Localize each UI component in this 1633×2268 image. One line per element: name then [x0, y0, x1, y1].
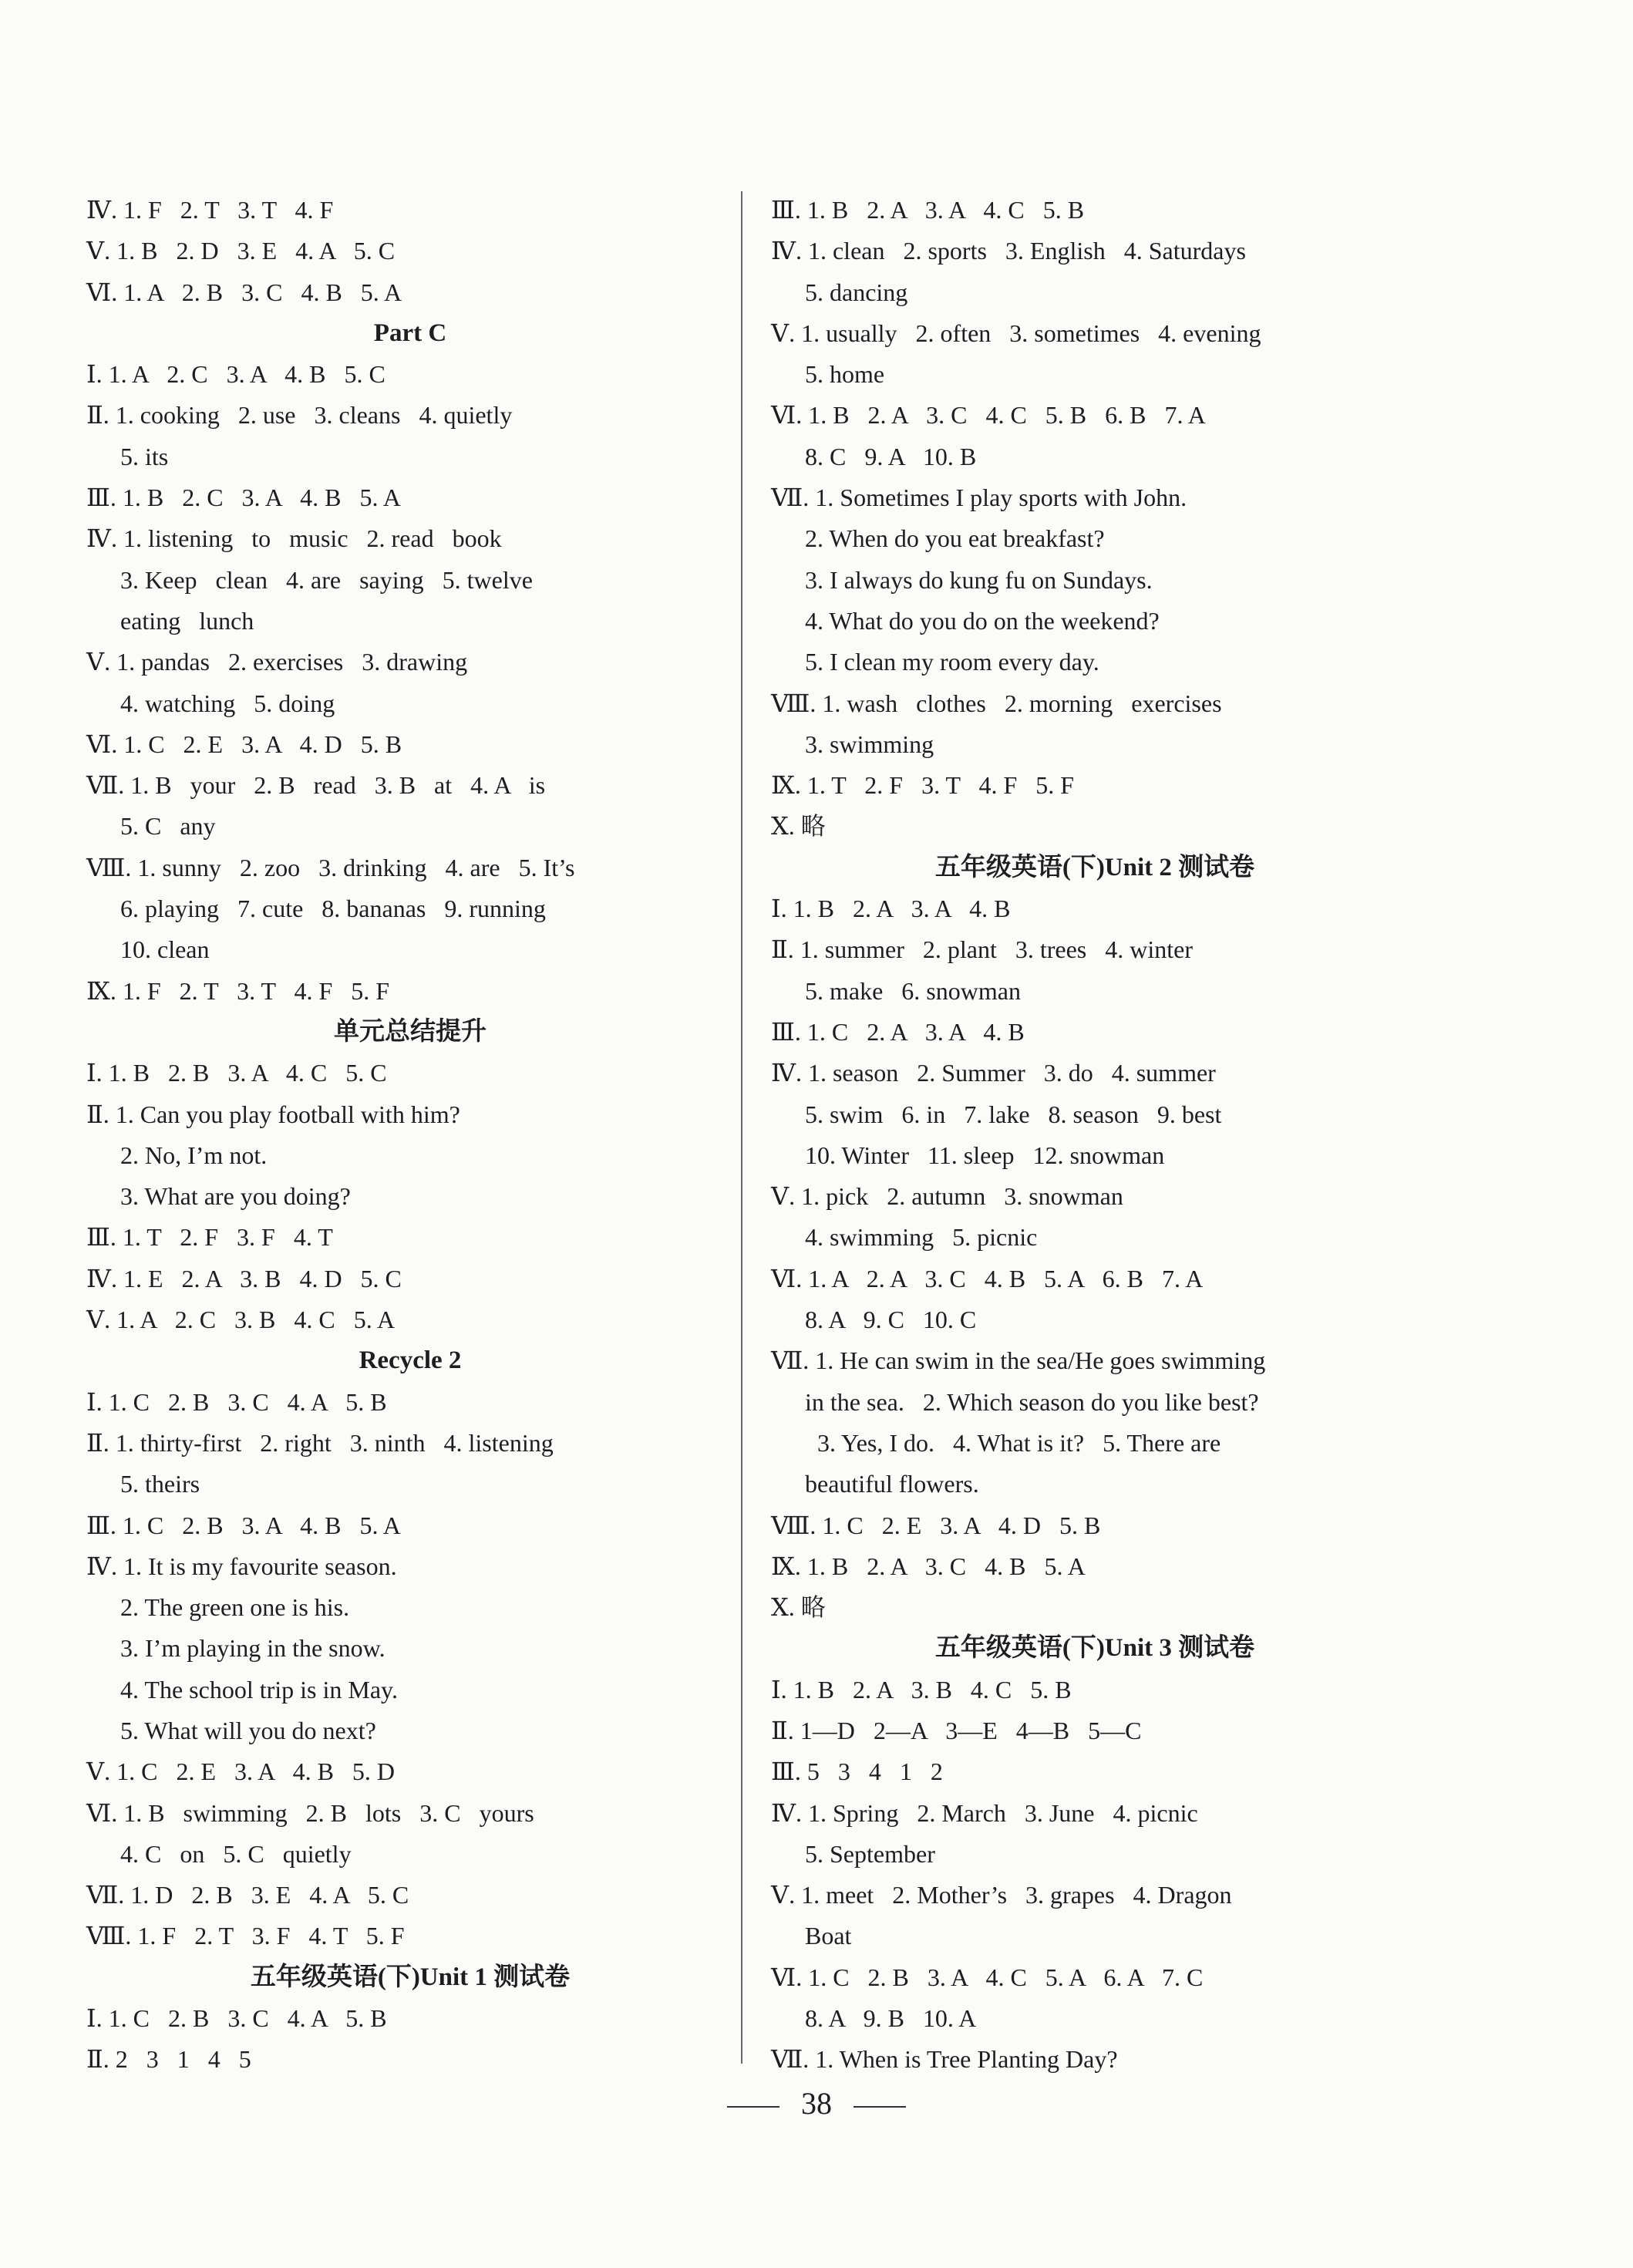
left-answer-line: Ⅴ. 1. pandas 2. exercises 3. drawing — [86, 648, 468, 676]
right-answer-line: Ⅲ. 1. B 2. A 3. A 4. C 5. B — [771, 196, 1085, 224]
right-answer-line: Ⅰ. 1. B 2. A 3. A 4. B — [771, 895, 1011, 923]
right-answer-line: 8. A 9. C 10. C — [805, 1306, 977, 1334]
left-answer-line: Ⅳ. 1. listening to music 2. read book — [86, 524, 502, 553]
right-answer-line: Ⅲ. 1. C 2. A 3. A 4. B — [771, 1017, 1025, 1046]
right-answer-line: Ⅸ. 1. T 2. F 3. T 4. F 5. F — [771, 771, 1075, 800]
right-answer-line: Ⅴ. 1. pick 2. autumn 3. snowman — [771, 1182, 1123, 1211]
right-answer-line: Ⅴ. 1. usually 2. often 3. sometimes 4. evening — [771, 318, 1261, 347]
left-answer-line: Ⅸ. 1. F 2. T 3. T 4. F 5. F — [86, 976, 390, 1005]
right-answer-line: Ⅴ. 1. meet 2. Mother’s 3. grapes 4. Dragon — [771, 1881, 1232, 1909]
left-section-heading: 五年级英语(下)Unit 1 测试卷 — [250, 1963, 571, 1991]
right-answer-line: 4. What do you do on the weekend? — [805, 606, 1160, 635]
right-answer-line: Ⅵ. 1. B 2. A 3. C 4. C 5. B 6. B 7. A — [771, 401, 1206, 430]
left-answer-line: Ⅲ. 1. T 2. F 3. F 4. T — [86, 1223, 333, 1252]
left-answer-line: 4. The school trip is in May. — [120, 1675, 398, 1704]
right-answer-line: Ⅵ. 1. A 2. A 3. C 4. B 5. A 6. B 7. A — [771, 1264, 1204, 1292]
left-answer-line: 4. watching 5. doing — [120, 689, 335, 717]
right-answer-line: Ⅲ. 5 3 4 1 2 — [771, 1757, 943, 1786]
left-answer-line: Ⅱ. 2 3 1 4 5 — [86, 2045, 251, 2074]
left-answer-line: 3. What are you doing? — [120, 1182, 351, 1211]
right-answer-line: Ⅱ. 1—D 2—A 3—E 4—B 5—C — [771, 1716, 1142, 1744]
right-section-heading: 五年级英语(下)Unit 3 测试卷 — [934, 1634, 1255, 1663]
left-section-heading: 单元总结提升 — [334, 1017, 487, 1046]
right-answer-line: Ⅳ. 1. season 2. Summer 3. do 4. summer — [771, 1059, 1216, 1087]
left-answer-line: 6. playing 7. cute 8. bananas 9. running — [120, 895, 546, 923]
right-answer-line: Ⅶ. 1. Sometimes I play sports with John. — [771, 484, 1187, 512]
left-answer-line: 5. its — [120, 442, 169, 470]
left-answer-line: Ⅱ. 1. Can you play football with him? — [86, 1100, 460, 1128]
right-answer-line: 8. C 9. A 10. B — [805, 442, 977, 470]
right-answer-line: Ⅷ. 1. C 2. E 3. A 4. D 5. B — [771, 1511, 1101, 1539]
right-answer-line: 5. September — [805, 1839, 935, 1868]
right-section-heading: 五年级英语(下)Unit 2 测试卷 — [934, 853, 1255, 881]
right-answer-line: 10. Winter 11. sleep 12. snowman — [805, 1141, 1165, 1169]
right-answer-line: 5. home — [805, 360, 885, 389]
footer-dash-right — [854, 2106, 906, 2108]
left-answer-line: 2. No, I’m not. — [120, 1141, 268, 1169]
left-answer-line: 5. What will you do next? — [120, 1716, 376, 1744]
left-answer-line: 2. The green one is his. — [120, 1593, 350, 1622]
left-answer-line: Ⅳ. 1. E 2. A 3. B 4. D 5. C — [86, 1264, 402, 1292]
left-answer-line: Ⅵ. 1. C 2. E 3. A 4. D 5. B — [86, 730, 402, 758]
left-answer-line: Ⅴ. 1. B 2. D 3. E 4. A 5. C — [86, 237, 396, 265]
left-answer-column — [86, 190, 734, 2081]
left-answer-line: Ⅴ. 1. C 2. E 3. A 4. B 5. D — [86, 1757, 396, 1786]
left-answer-line: Ⅲ. 1. B 2. C 3. A 4. B 5. A — [86, 484, 401, 512]
left-answer-line: Ⅵ. 1. A 2. B 3. C 4. B 5. A — [86, 278, 402, 306]
left-answer-line: 5. theirs — [120, 1470, 200, 1498]
left-answer-line: 3. Keep clean 4. are saying 5. twelve — [120, 565, 533, 594]
left-answer-line: eating lunch — [120, 606, 254, 635]
right-answer-line: 5. make 6. snowman — [805, 976, 1021, 1005]
left-answer-line: Ⅰ. 1. B 2. B 3. A 4. C 5. C — [86, 1059, 387, 1087]
right-answer-line: beautiful flowers. — [805, 1470, 979, 1498]
right-answer-line: Ⅵ. 1. C 2. B 3. A 4. C 5. A 6. A 7. C — [771, 1963, 1204, 1991]
left-answer-line: Ⅲ. 1. C 2. B 3. A 4. B 5. A — [86, 1511, 401, 1539]
left-answer-line: Ⅵ. 1. B swimming 2. B lots 3. C yours — [86, 1798, 534, 1827]
left-answer-line: Ⅶ. 1. D 2. B 3. E 4. A 5. C — [86, 1881, 409, 1909]
right-answer-line: Ⅰ. 1. B 2. A 3. B 4. C 5. B — [771, 1675, 1072, 1704]
right-answer-line: Boat — [805, 1922, 852, 1950]
footer-dash-left — [727, 2106, 779, 2108]
left-answer-line: 4. C on 5. C quietly — [120, 1839, 352, 1868]
left-answer-line: Ⅴ. 1. A 2. C 3. B 4. C 5. A — [86, 1306, 396, 1334]
left-section-heading: Recycle 2 — [359, 1346, 462, 1375]
column-divider — [741, 191, 742, 2064]
left-answer-line: Ⅰ. 1. C 2. B 3. C 4. A 5. B — [86, 2004, 387, 2033]
right-answer-line: Ⅱ. 1. summer 2. plant 3. trees 4. winter — [771, 935, 1193, 964]
right-answer-line: Ⅳ. 1. Spring 2. March 3. June 4. picnic — [771, 1798, 1198, 1827]
left-answer-line: Ⅰ. 1. A 2. C 3. A 4. B 5. C — [86, 360, 386, 389]
left-answer-line: Ⅷ. 1. sunny 2. zoo 3. drinking 4. are 5. It’s — [86, 853, 575, 881]
right-answer-line: 2. When do you eat breakfast? — [805, 524, 1105, 553]
right-answer-line: 4. swimming 5. picnic — [805, 1223, 1038, 1252]
right-answer-column — [771, 190, 1419, 2081]
right-answer-line: 5. dancing — [805, 278, 908, 306]
left-answer-line: Ⅳ. 1. It is my favourite season. — [86, 1552, 397, 1580]
left-answer-line: Ⅱ. 1. cooking 2. use 3. cleans 4. quietly — [86, 401, 513, 430]
right-answer-line: Ⅳ. 1. clean 2. sports 3. English 4. Saturdays — [771, 237, 1246, 265]
right-answer-line: 3. I always do kung fu on Sundays. — [805, 565, 1153, 594]
right-answer-line: 8. A 9. B 10. A — [805, 2004, 977, 2033]
left-answer-line: Ⅳ. 1. F 2. T 3. T 4. F — [86, 196, 334, 224]
left-answer-line: Ⅷ. 1. F 2. T 3. F 4. T 5. F — [86, 1922, 405, 1950]
left-answer-line: 10. clean — [120, 935, 210, 964]
right-answer-line: Ⅷ. 1. wash clothes 2. morning exercises — [771, 689, 1222, 717]
right-answer-line: in the sea. 2. Which season do you like best? — [805, 1387, 1259, 1416]
right-answer-line: Ⅶ. 1. He can swim in the sea/He goes swimming — [771, 1346, 1266, 1375]
left-answer-line: Ⅶ. 1. B your 2. B read 3. B at 4. A is — [86, 771, 546, 800]
left-answer-line: Ⅱ. 1. thirty-first 2. right 3. ninth 4. listening — [86, 1428, 554, 1457]
right-answer-line: 3. swimming — [805, 730, 934, 758]
right-answer-line: Ⅹ. 略 — [771, 812, 826, 841]
right-answer-line: 5. I clean my room every day. — [805, 648, 1099, 676]
right-answer-line: 5. swim 6. in 7. lake 8. season 9. best — [805, 1100, 1222, 1128]
right-answer-line: Ⅸ. 1. B 2. A 3. C 4. B 5. A — [771, 1552, 1086, 1580]
page-number: 38 — [801, 2086, 832, 2121]
left-answer-line: Ⅰ. 1. C 2. B 3. C 4. A 5. B — [86, 1387, 387, 1416]
page-footer — [0, 2085, 1633, 2121]
right-answer-line: Ⅶ. 1. When is Tree Planting Day? — [771, 2045, 1118, 2074]
left-answer-line: 3. I’m playing in the snow. — [120, 1634, 386, 1663]
left-answer-line: 5. C any — [120, 812, 216, 841]
right-answer-line: Ⅹ. 略 — [771, 1593, 826, 1622]
left-section-heading: Part C — [373, 318, 447, 347]
right-answer-line: 3. Yes, I do. 4. What is it? 5. There are — [805, 1428, 1221, 1457]
